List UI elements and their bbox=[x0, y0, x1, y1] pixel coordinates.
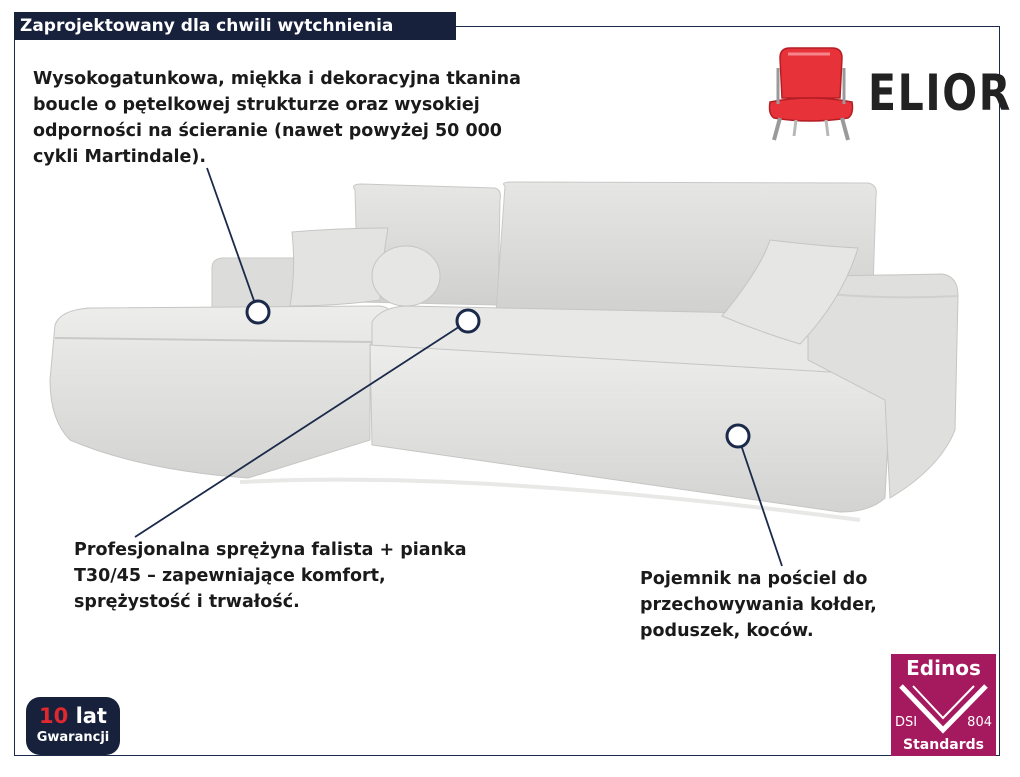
callout-springs bbox=[74, 537, 467, 615]
edinos-certificate-badge bbox=[891, 654, 996, 756]
callout-line: przechowywania kołder, bbox=[640, 595, 877, 615]
certificate-title: Edinos bbox=[906, 656, 981, 680]
callout-line: sprężystość i trwałość. bbox=[74, 592, 300, 612]
callout-marker bbox=[247, 301, 269, 323]
brand-logo-text: ELIOR bbox=[868, 64, 1013, 122]
warranty-badge bbox=[26, 697, 120, 755]
page-title: Zaprojektowany dla chwili wytchnienia bbox=[14, 12, 456, 40]
warranty-label: Gwarancji bbox=[36, 730, 110, 745]
certificate-subtitle: Standards bbox=[903, 737, 984, 753]
callout-line: cykli Martindale). bbox=[33, 147, 207, 167]
callout-line: poduszek, koców. bbox=[640, 621, 814, 641]
callout-marker bbox=[727, 425, 749, 447]
callout-storage bbox=[640, 566, 877, 644]
callout-line: Pojemnik na pościel do bbox=[640, 569, 868, 589]
warranty-number: 10 bbox=[39, 704, 69, 728]
warranty-years bbox=[26, 703, 120, 729]
callout-line: Profesjonalna sprężyna falista + pianka bbox=[74, 540, 467, 560]
callout-fabric bbox=[33, 66, 521, 170]
callout-marker bbox=[457, 310, 479, 332]
certificate-code-left: DSI bbox=[895, 715, 918, 730]
callout-line: T30/45 – zapewniające komfort, bbox=[74, 566, 386, 586]
warranty-unit: lat bbox=[75, 704, 107, 728]
callout-line: Wysokogatunkowa, miękka i dekoracyjna tkanina bbox=[33, 69, 521, 89]
callout-line: odporności na ścieranie (nawet powyżej 50 000 bbox=[33, 121, 502, 141]
callout-line: boucle o pętelkowej strukturze oraz wysokiej bbox=[33, 95, 480, 115]
certificate-code-right: 804 bbox=[967, 715, 992, 730]
